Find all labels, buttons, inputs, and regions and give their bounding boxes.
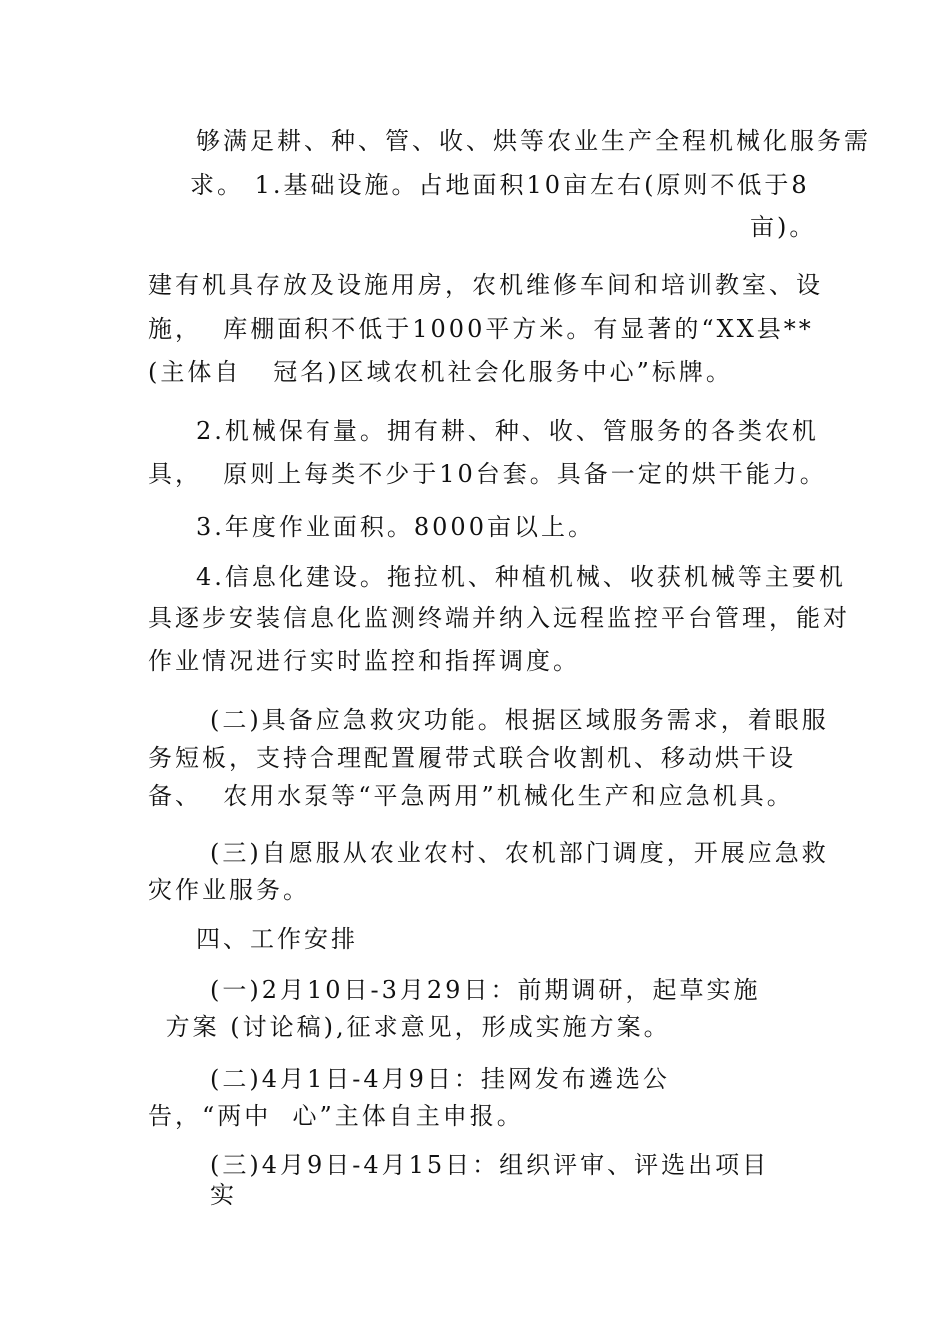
text-line-23: (三)4月9日-4月15日：组织评审、评选出项目: [210, 1151, 770, 1179]
text-line-13: (二)具备应急救灾功能。根据区域服务需求，着眼服: [210, 706, 829, 734]
text-line-5: 施， 库棚面积不低于1000平方米。有显著的“XX县**: [148, 315, 814, 343]
text-line-2: 求。 1.基础设施。占地面积10亩左右(原则不低于8: [190, 171, 810, 199]
text-line-14: 务短板，支持合理配置履带式联合收割机、移动烘干设: [148, 744, 796, 772]
text-line-16: (三)自愿服从农业农村、农机部门调度，开展应急救: [210, 839, 829, 867]
text-line-22: 告，“两中 心”主体自主申报。: [148, 1102, 524, 1130]
text-line-7: 2.机械保有量。拥有耕、种、收、管服务的各类农机: [196, 417, 819, 445]
text-line-17: 灾作业服务。: [148, 876, 310, 904]
text-line-21: (二)4月1日-4月9日：挂网发布遴选公: [210, 1065, 670, 1093]
text-line-8: 具， 原则上每类不少于10台套。具备一定的烘干能力。: [148, 460, 827, 488]
text-line-6: (主体自 冠名)区域农机社会化服务中心”标牌。: [148, 358, 733, 386]
text-line-20: 方案 (讨论稿),征求意见，形成实施方案。: [155, 1013, 671, 1041]
text-line-9: 3.年度作业面积。8000亩以上。: [196, 513, 595, 541]
text-line-10: 4.信息化建设。拖拉机、种植机械、收获机械等主要机: [196, 563, 846, 591]
text-line-15: 备、 农用水泵等“平急两用”机械化生产和应急机具。: [148, 782, 794, 810]
text-line-3: 亩)。: [750, 213, 817, 241]
text-line-19: (一)2月10日-3月29日：前期调研，起草实施: [210, 976, 761, 1004]
text-line-4: 建有机具存放及设施用房，农机维修车间和培训教室、设: [148, 271, 823, 299]
text-line-1: 够满足耕、种、管、收、烘等农业生产全程机械化服务需: [196, 127, 871, 155]
text-line-18: 四、工作安排: [196, 925, 358, 953]
text-line-12: 作业情况进行实时监控和指挥调度。: [148, 647, 580, 675]
text-line-24: 实: [210, 1181, 237, 1209]
text-line-11: 具逐步安装信息化监测终端并纳入远程监控平台管理，能对: [148, 604, 850, 632]
